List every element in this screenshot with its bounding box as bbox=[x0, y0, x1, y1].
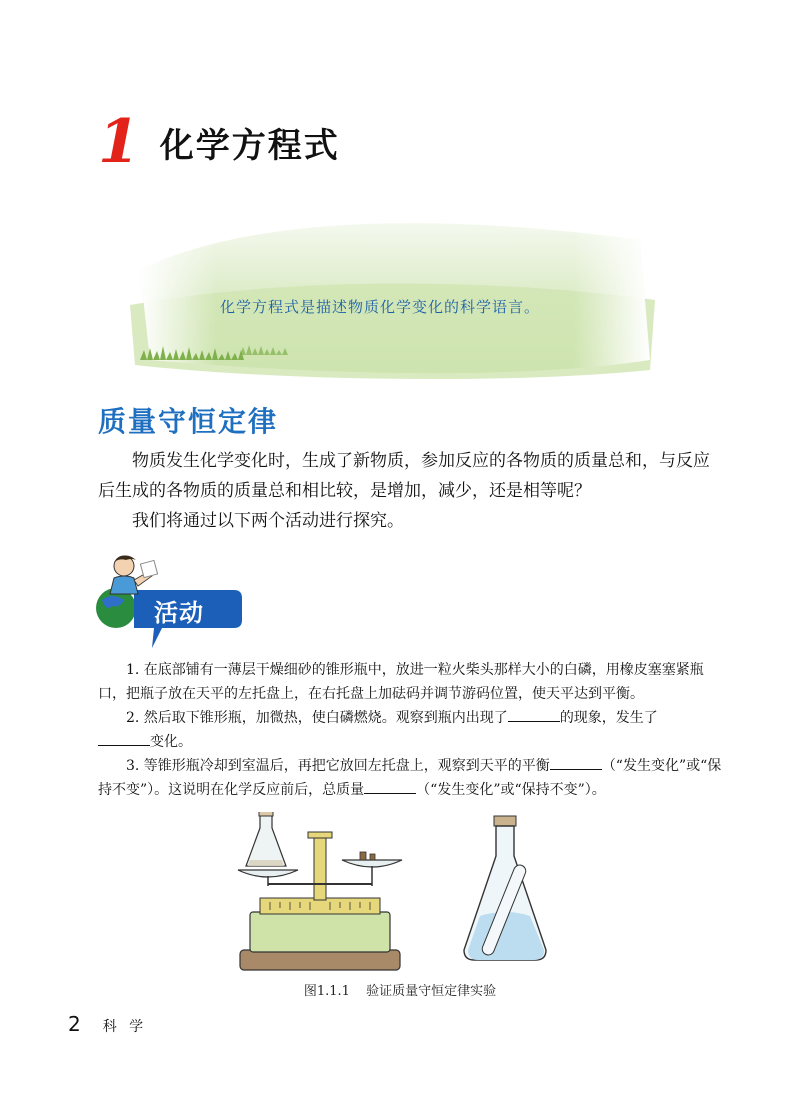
subject-label: 科 学 bbox=[102, 1019, 148, 1035]
balance-scale-illustration bbox=[238, 812, 402, 970]
intro-paragraph-2: 我们将通过以下两个活动进行探究。 bbox=[132, 511, 404, 531]
experiment-figure bbox=[230, 812, 590, 977]
chapter-number: 1 bbox=[98, 107, 140, 177]
page-footer bbox=[68, 1012, 147, 1036]
answer-blank[interactable] bbox=[364, 779, 416, 794]
step-2-text-b: 的现象，发生了 bbox=[559, 710, 658, 726]
answer-blank[interactable] bbox=[550, 755, 602, 770]
step-3-text-a: 3. 等锥形瓶冷却到室温后，再把它放回左托盘上，观察到天平的平衡 bbox=[126, 758, 550, 774]
step-3 bbox=[98, 754, 722, 802]
activity-label: 活动 bbox=[154, 599, 204, 627]
figure-caption bbox=[0, 980, 800, 999]
activity-badge bbox=[94, 548, 244, 658]
banner-text: 化学方程式是描述物质化学变化的科学语言。 bbox=[220, 298, 541, 316]
step-3-text-c: （“发生变化”或“保持不变”）。 bbox=[416, 782, 606, 798]
step-2-text-a: 2. 然后取下锥形瓶，加微热，使白磷燃烧。观察到瓶内出现了 bbox=[126, 710, 508, 726]
step-1: 1. 在底部铺有一薄层干燥细砂的锥形瓶中，放进一粒火柴头那样大小的白磷，用橡皮塞塞紧瓶口，把瓶子放在天平的左托盘上，在右托盘上加砝码并调节游码位置，使天平达到平衡。 bbox=[98, 662, 704, 702]
answer-blank[interactable] bbox=[508, 707, 560, 722]
step-3-text-b: （“发生变化”或“保持不变”）。这说明在化学反应前后，总质量 bbox=[98, 758, 722, 798]
answer-blank[interactable] bbox=[98, 731, 150, 746]
chapter-title: 化学方程式 bbox=[159, 126, 340, 166]
figure-label: 图1.1.1 bbox=[303, 984, 350, 999]
intro-paragraph: 物质发生化学变化时，生成了新物质，参加反应的各物质的质量总和，与反应后生成的各物质的质量总和相比较，是增加，减少，还是相等呢？ bbox=[98, 451, 710, 501]
conical-flask-illustration bbox=[464, 816, 546, 960]
grass-landscape-illustration bbox=[120, 210, 660, 380]
section-title: 质量守恒定律 bbox=[98, 405, 279, 438]
chapter-heading bbox=[98, 107, 340, 177]
step-2-text-c: 变化。 bbox=[150, 734, 192, 750]
intro-banner bbox=[120, 210, 660, 380]
page-number: 2 bbox=[68, 1012, 81, 1036]
activity-steps bbox=[98, 658, 722, 802]
figure-caption-text: 验证质量守恒定律实验 bbox=[366, 984, 497, 999]
step-2 bbox=[98, 706, 722, 754]
